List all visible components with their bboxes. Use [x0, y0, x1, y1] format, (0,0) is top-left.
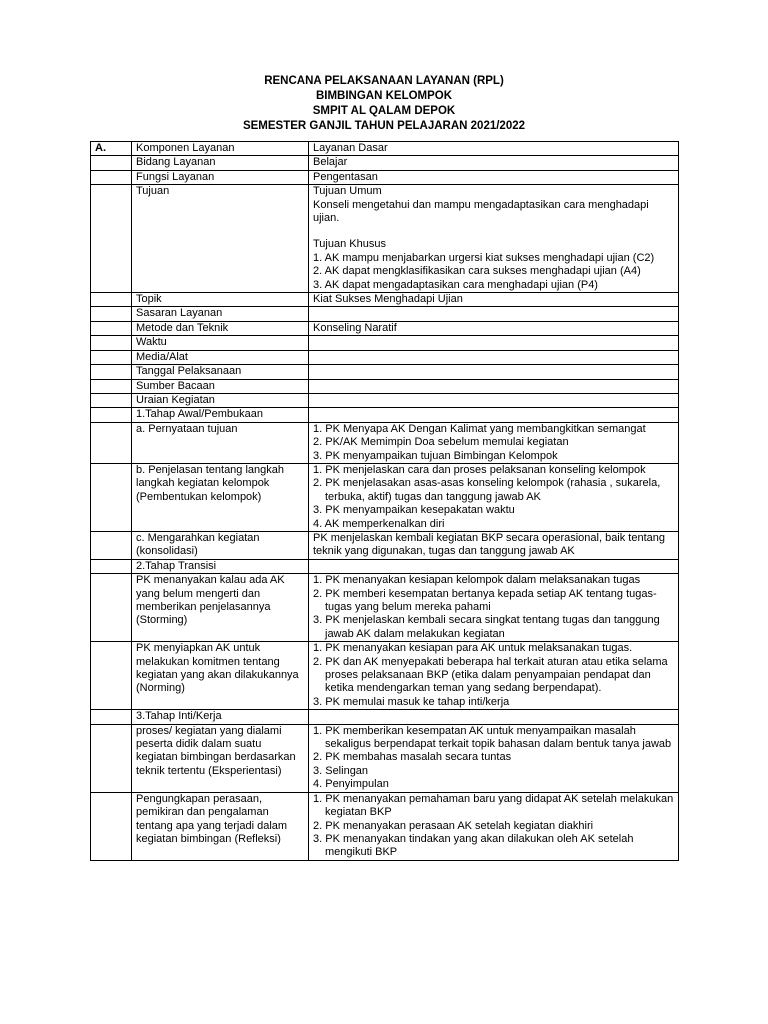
- section-label: A.: [91, 142, 132, 156]
- row-label: Pengungkapan perasaan, pemikiran dan pengalaman tentang apa yang terjadi dalam kegiatan bimbingan (Refleksi): [132, 792, 309, 860]
- row-label: Komponen Layanan: [132, 142, 309, 156]
- table-row: [91, 559, 679, 573]
- row-value: [309, 365, 679, 379]
- row-value: [309, 422, 679, 463]
- stage-heading: 1.Tahap Awal/Pembukaan: [132, 408, 309, 422]
- table-row: [91, 422, 679, 463]
- table-row: [91, 724, 679, 792]
- row-label: PK menanyakan kalau ada AK yang belum mengerti dan memberikan penjelasannya (Storming): [132, 574, 309, 642]
- row-value: PK menjelaskan kembali kegiatan BKP secara operasional, baik tentang teknik yang digunakan, tugas dan tanggung jawab AK: [309, 531, 679, 559]
- row-label: Metode dan Teknik: [132, 321, 309, 335]
- table-row: [91, 170, 679, 184]
- header-subtitle: BIMBINGAN KELOMPOK: [315, 90, 453, 102]
- row-label: Bidang Layanan: [132, 156, 309, 170]
- list-item: 3. PK menjelaskan kembali secara singkat tentang tugas dan tanggung jawab AK dalam melakukan kegiatan: [313, 614, 660, 640]
- table-row: [91, 336, 679, 350]
- row-label: b. Penjelasan tentang langkah langkah kegiatan kelompok (Pembentukan kelompok): [132, 463, 309, 531]
- table-row: [91, 321, 679, 335]
- table-row: [91, 307, 679, 321]
- table-row: [91, 379, 679, 393]
- list-item: 1. PK memberikan kesempatan AK untuk menyampaikan masalah sekaligus berpendapat terkait topik bahasan dalam bentuk tanya jawab: [313, 724, 672, 751]
- list-item: 2. AK dapat mengklasifikasikan cara sukses menghadapi ujian (A4): [313, 265, 641, 278]
- tujuan-umum-title: Tujuan Umum: [313, 185, 382, 198]
- row-label: proses/ kegiatan yang dialami peserta didik dalam suatu kegiatan bimbingan berdasarkan teknik tertentu (Eksperientasi): [132, 724, 309, 792]
- table-row: [91, 142, 679, 156]
- row-value: [309, 463, 679, 531]
- list-item: 1. PK menanyakan kesiapan kelompok dalam melaksanakan tugas: [313, 574, 641, 587]
- stage-heading: 3.Tahap Inti/Kerja: [132, 710, 309, 724]
- stage-heading: 2.Tahap Transisi: [132, 559, 309, 573]
- table-row: [91, 185, 679, 293]
- tujuan-cell: [309, 185, 679, 293]
- row-label: c. Mengarahkan kegiatan (konsolidasi): [132, 531, 309, 559]
- row-value: [309, 393, 679, 407]
- row-value: [309, 307, 679, 321]
- row-value: [309, 792, 679, 860]
- row-label: Media/Alat: [132, 350, 309, 364]
- row-value: [309, 336, 679, 350]
- list-item: 3. PK menanyakan tindakan yang akan dilakukan oleh AK setelah mengikuti BKP: [313, 832, 634, 859]
- table-row: [91, 710, 679, 724]
- table-row: [91, 393, 679, 407]
- row-value: Konseling Naratif: [309, 321, 679, 335]
- row-label: Uraian Kegiatan: [132, 393, 309, 407]
- row-value: [309, 379, 679, 393]
- list-item: 3. Selingan: [313, 764, 369, 777]
- row-value: Layanan Dasar: [309, 142, 679, 156]
- list-item: 2. PK dan AK menyepakati beberapa hal terkait aturan atau etika selama proses pelaksanaan BKP (etika dalam penyampaian pendapat dan ketika mendengarkan teman yang sedang berpendapat).: [313, 655, 668, 695]
- list-item: 2. PK membahas masalah secara tuntas: [313, 751, 512, 764]
- list-item: 1. PK menjelaskan cara dan proses pelaksanan konseling kelompok: [313, 463, 646, 476]
- row-label: Sasaran Layanan: [132, 307, 309, 321]
- rpl-table: [90, 141, 679, 861]
- row-label: a. Pernyataan tujuan: [132, 422, 309, 463]
- list-item: 3. PK menyampaikan tujuan Bimbingan Kelompok: [313, 449, 558, 462]
- list-item: 2. PK menanyakan perasaan AK setelah kegiatan diakhiri: [313, 819, 594, 832]
- table-row: [91, 365, 679, 379]
- list-item: 3. PK memulai masuk ke tahap inti/kerja: [313, 695, 510, 708]
- row-value: Belajar: [309, 156, 679, 170]
- table-row: [91, 463, 679, 531]
- row-label: Waktu: [132, 336, 309, 350]
- list-item: 2. PK/AK Memimpin Doa sebelum memulai kegiatan: [313, 436, 569, 449]
- row-label: Topik: [132, 293, 309, 307]
- row-label: Fungsi Layanan: [132, 170, 309, 184]
- list-item: 1. PK menanyakan kesiapan para AK untuk melaksanakan tugas.: [313, 642, 633, 655]
- header-title: RENCANA PELAKSANAAN LAYANAN (RPL): [264, 75, 504, 87]
- table-row: [91, 792, 679, 860]
- table-row: [91, 408, 679, 422]
- table-row: [91, 642, 679, 710]
- table-row: [91, 350, 679, 364]
- table-row: [91, 531, 679, 559]
- row-value: [309, 574, 679, 642]
- row-value: [309, 724, 679, 792]
- list-item: 1. AK mampu menjabarkan urgersi kiat sukses menghadapi ujian (C2): [313, 251, 655, 264]
- document-header: [0, 74, 768, 134]
- list-item: 4. AK memperkenalkan diri: [313, 517, 445, 530]
- tujuan-khusus-title: Tujuan Khusus: [313, 238, 386, 251]
- list-item: 2. PK memberi kesempatan bertanya kepada setiap AK tentang tugas-tugas yang belum mereka pahami: [313, 587, 657, 613]
- row-value: [309, 350, 679, 364]
- header-school: SMPIT AL QALAM DEPOK: [312, 105, 456, 117]
- row-value: Pengentasan: [309, 170, 679, 184]
- table-row: [91, 293, 679, 307]
- row-label: Tujuan: [132, 185, 309, 293]
- list-item: 3. PK menyampaikan kesepakatan waktu: [313, 504, 515, 517]
- list-item: 4. Penyimpulan: [313, 778, 389, 791]
- row-label: Tanggal Pelaksanaan: [132, 365, 309, 379]
- row-label: Sumber Bacaan: [132, 379, 309, 393]
- list-item: 3. AK dapat mengadaptasikan cara menghadapi ujian (P4): [313, 278, 598, 291]
- list-item: 2. PK menjelasakan asas-asas konseling kelompok (rahasia , sukarela, terbuka, aktif) tugas dan tanggung jawab AK: [313, 477, 661, 503]
- tujuan-umum-text: Konseli mengetahui dan mampu mengadaptasikan cara menghadapi ujian.: [313, 198, 649, 225]
- row-label: PK menyiapkan AK untuk melakukan komitmen tentang kegiatan yang akan dilakukannya (Norming): [132, 642, 309, 710]
- list-item: 1. PK Menyapa AK Dengan Kalimat yang membangkitkan semangat: [313, 422, 646, 435]
- row-value: Kiat Sukses Menghadapi Ujian: [309, 293, 679, 307]
- row-value: [309, 642, 679, 710]
- header-semester: SEMESTER GANJIL TAHUN PELAJARAN 2021/2022: [242, 120, 526, 132]
- list-item: 1. PK menanyakan pemahaman baru yang didapat AK setelah melakukan kegiatan BKP: [313, 792, 674, 819]
- table-row: [91, 574, 679, 642]
- table-row: [91, 156, 679, 170]
